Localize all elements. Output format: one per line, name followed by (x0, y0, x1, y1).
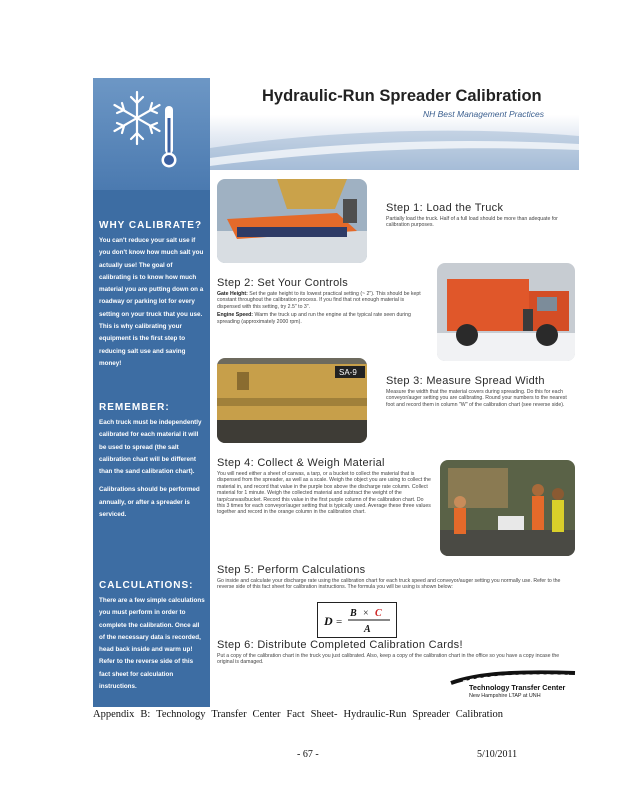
formula-a: A (364, 624, 371, 635)
discharge-formula (317, 602, 397, 638)
fact-sheet-title: Hydraulic-Run Spreader Calibration (262, 87, 542, 105)
engine-speed-text: Warm the truck up and run the engine at the typical rate seen during spreading (approximately 2000 rpm). (217, 312, 411, 325)
why-calibrate-section (99, 220, 205, 376)
ttc-logo (449, 669, 577, 705)
ttc-name: Technology Transfer Center (469, 683, 566, 692)
remember-section (99, 402, 205, 527)
remember-text-2: Calibrations should be performed annually, or after a spreader is serviced. (99, 486, 200, 519)
formula-times: × (363, 608, 369, 619)
step-2-title: Step 2: Set Your Controls (217, 277, 349, 289)
step-4 (217, 457, 431, 516)
gate-height-text: Set the gate height to its lowest practical setting (~ 2"). This should be kept constant throughout the calibration process. If you find that not enough material is dispensed with this setting, try 2.5" to 3". (217, 291, 421, 310)
step-5-title: Step 5: Perform Calculations (217, 564, 366, 576)
fact-sheet-subtitle: NH Best Management Practices (423, 109, 544, 119)
calculations-section (99, 580, 205, 699)
step-3 (386, 375, 576, 408)
step-3-title: Step 3: Measure Spread Width (386, 375, 545, 387)
calculations-heading: CALCULATIONS: (99, 580, 194, 591)
step-1-text: Partially load the truck. Half of a full load should be more than adequate for calibration purposes. (386, 216, 558, 229)
appendix-caption: Appendix B: Technology Transfer Center Fact Sheet- Hydraulic-Run Spreader Calibration (93, 709, 503, 720)
truck-photo (437, 263, 575, 361)
step-6 (217, 639, 573, 666)
plate-label: SA-9 (339, 368, 357, 377)
step-1 (386, 202, 572, 229)
step-4-title: Step 4: Collect & Weigh Material (217, 457, 385, 469)
fact-sheet (93, 78, 579, 707)
logo-box (93, 78, 210, 190)
step-2 (217, 277, 429, 325)
step-2-engine-paragraph (217, 312, 429, 325)
snowflake-icon (115, 92, 160, 144)
step-2-gate-paragraph (217, 291, 429, 310)
sidebar (93, 78, 210, 707)
remember-text-1: Each truck must be independently calibrated for each material it will be used to spread (the salt calibration chart will be different than the sand calibration chart). (99, 419, 202, 476)
why-calibrate-heading: WHY CALIBRATE? (99, 220, 203, 231)
formula-c: C (375, 608, 382, 619)
step-6-text: Put a copy of the calibration chart in the truck you just calibrated. Also, keep a copy of the calibration chart in the office so you have a copy incase the original is damaged. (217, 653, 560, 666)
step-4-text: You will need either a sheet of canvas, a tarp, or a bucket to collect the material that is dispensed from the spreader, as well as a scale. Weigh the object you are using to collect the material in, and record that value in the purple box above the discharge rate column. Collect material for 1 minute. Weigh the collected material and subtract the weight of the tarp/canvas/bucket. Record this value in the first purple column of the calibration chart. Do this 3 times for each conveyor/auger setting that is typically used. Average these three values together and record in the orange column in the calibration chart. (217, 471, 431, 516)
step-5 (217, 564, 573, 591)
page-date: 5/10/2011 (477, 749, 518, 760)
step-3-text: Measure the width that the material covers during spreading. Do this for each conveyor/auger setting you are calibrating. Round your numbers to the nearest foot and record them in column "W" of the calibration chart (see reverse side). (386, 389, 567, 408)
step-6-title: Step 6: Distribute Completed Calibration Cards! (217, 639, 463, 651)
thermometer-icon (162, 106, 177, 168)
ttc-subtitle: New Hampshire LTAP at UNH (469, 693, 541, 699)
gate-photo (217, 358, 367, 443)
workers-photo (440, 460, 575, 556)
engine-speed-label: Engine Speed: (217, 312, 254, 319)
logo-graphic (93, 78, 210, 190)
calculations-text: There are a few simple calculations you must perform in order to complete the calibration. Once all of the necessary data is recorded, head back inside and warm up! Refer to the reverse side of this fact sheet for calculation instructions. (99, 597, 205, 691)
formula-d: D (324, 614, 333, 628)
gate-height-label: Gate Height: (217, 291, 248, 297)
step-5-text: Go inside and calculate your discharge rate using the calibration chart for each truck speed and conveyor/auger setting you normally use. Refer to the reverse side of this fact sheet for calibration instructions. The formula you will be using is shown below: (217, 578, 561, 591)
formula-equals: = (336, 616, 343, 628)
remember-heading: REMEMBER: (99, 402, 170, 413)
step-1-title: Step 1: Load the Truck (386, 202, 504, 214)
why-calibrate-text: You can't reduce your salt use if you don't know how much salt you actually use! The goal of calibrating is to know how much material you are putting down on a roadway or parking lot for every setting on your truck that you use. This is why calibrating your equipment is the first step to reducing salt use and saving money! (99, 237, 204, 367)
page-number: - 67 - (297, 749, 319, 760)
spreader-photo (217, 179, 367, 263)
formula-b: B (350, 608, 357, 619)
